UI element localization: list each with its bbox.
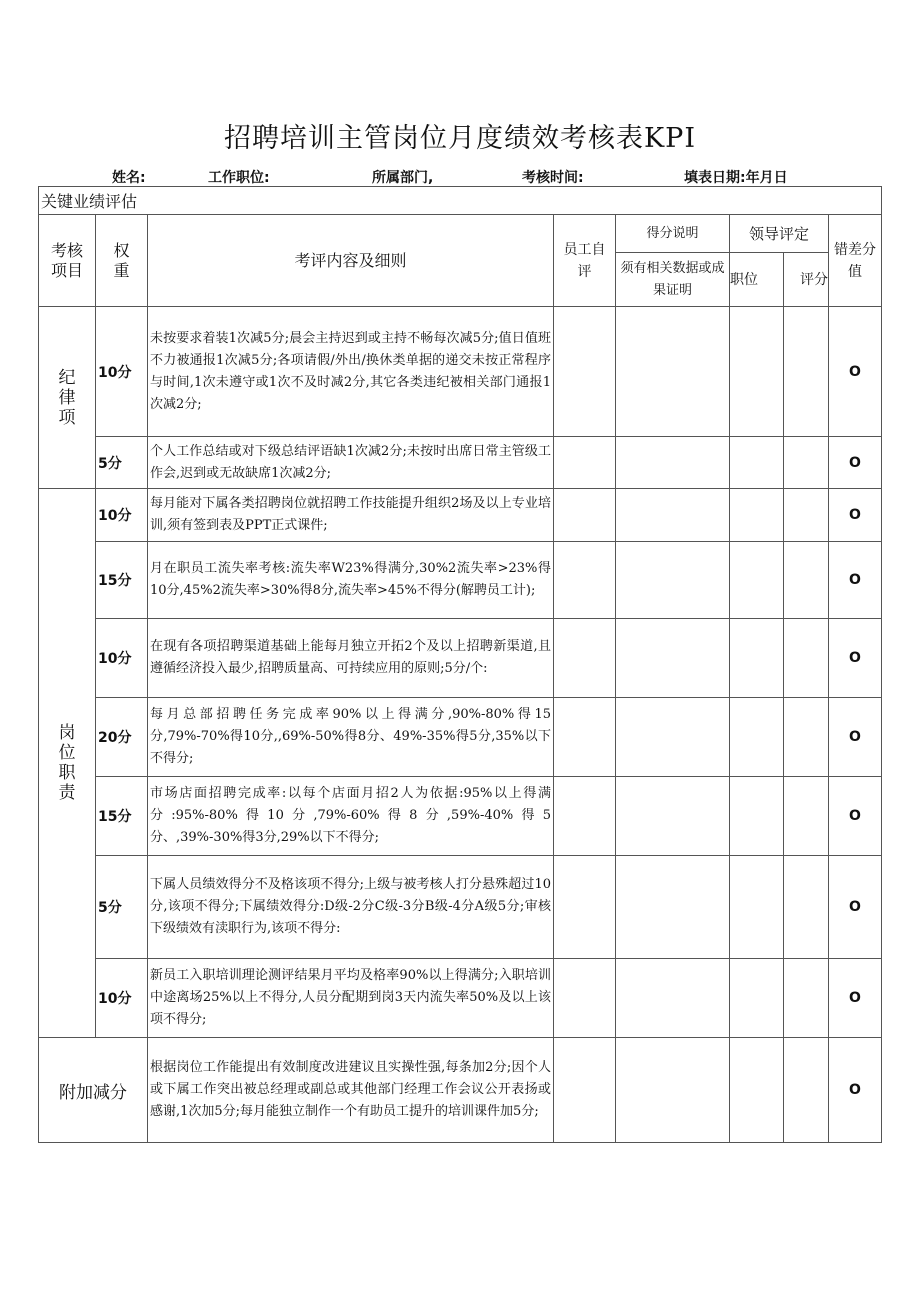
error-value: O [829,856,882,959]
fill-date-label: 填表日期:年月日 [684,170,788,186]
self-eval-cell[interactable] [554,698,616,777]
weight-cell: 5分 [96,856,148,959]
self-eval-cell[interactable] [554,619,616,698]
leader-position-cell[interactable] [730,856,784,959]
self-eval-cell[interactable] [554,307,616,437]
header-content: 考评内容及细则 [148,215,554,307]
error-value: O [829,698,882,777]
score-desc-cell[interactable] [616,619,730,698]
error-value: O [829,1038,882,1143]
content-cell: 市场店面招聘完成率:以每个店面月招2人为依据:95%以上得满分:95%-80%得10分,79%-60%得8分,59%-40%得5分、,39%-30%得3分,29%以下不得分; [148,777,554,856]
leader-score-cell[interactable] [784,959,829,1038]
self-eval-cell[interactable] [554,777,616,856]
weight-cell: 10分 [96,489,148,542]
header-leader: 领导评定 [730,215,829,253]
error-value: O [829,619,882,698]
weight-cell: 10分 [96,307,148,437]
leader-position-cell[interactable] [730,619,784,698]
kpi-table [38,186,882,1143]
header-leader-position: 职位 [730,253,784,307]
leader-score-cell[interactable] [784,542,829,619]
error-value: O [829,542,882,619]
header-self-eval: 员工自评 [554,215,616,307]
leader-score-cell[interactable] [784,437,829,489]
error-value: O [829,959,882,1038]
score-desc-cell[interactable] [616,489,730,542]
leader-score-cell[interactable] [784,489,829,542]
content-cell: 根据岗位工作能提出有效制度改进建议且实操性强,每条加2分;因个人或下属工作突出被总经理或副总或其他部门经理工作会议公开表扬或感谢,1次加5分;每月能独立制作一个有助员工提升的培训课件加5分; [148,1038,554,1143]
weight-cell: 10分 [96,959,148,1038]
self-eval-cell[interactable] [554,489,616,542]
self-eval-cell[interactable] [554,542,616,619]
category-discipline: 纪律项 [39,307,96,489]
content-cell: 个人工作总结或对下级总结评语缺1次减2分;未按时出席日常主管级工作会,迟到或无故缺席1次减2分; [148,437,554,489]
score-desc-cell[interactable] [616,1038,730,1143]
content-cell: 下属人员绩效得分不及格该项不得分;上级与被考核人打分悬殊超过10分,该项不得分;下属绩效得分:D级-2分C级-3分B级-4分A级5分;审核下级绩效有渎职行为,该项不得分: [148,856,554,959]
department-label: 所属部门, [372,170,434,186]
position-label: 工作职位: [208,170,270,186]
content-cell: 未按要求着装1次减5分;晨会主持迟到或主持不畅每次减5分;值日值班不力被通报1次减5分;各项请假/外出/换休类单据的递交未按正常程序与时间,1次未遵守或1次不及时减2分,其它各类违纪被相关部门通报1次减2分; [148,307,554,437]
leader-position-cell[interactable] [730,777,784,856]
score-desc-cell[interactable] [616,777,730,856]
category-duties: 岗位职责 [39,489,96,1038]
weight-cell: 5分 [96,437,148,489]
leader-position-cell[interactable] [730,437,784,489]
leader-score-cell[interactable] [784,307,829,437]
score-desc-cell[interactable] [616,307,730,437]
content-cell: 月在职员工流失率考核:流失率W23%得满分,30%2流失率>23%得10分,45%2流失率>30%得8分,流失率>45%不得分(解聘员工计); [148,542,554,619]
weight-cell: 15分 [96,542,148,619]
name-label: 姓名: [112,170,146,186]
leader-position-cell[interactable] [730,1038,784,1143]
score-desc-cell[interactable] [616,856,730,959]
error-value: O [829,489,882,542]
self-eval-cell[interactable] [554,959,616,1038]
score-desc-cell[interactable] [616,959,730,1038]
error-value: O [829,307,882,437]
leader-position-cell[interactable] [730,542,784,619]
header-error: 错差分值 [829,215,882,307]
leader-position-cell[interactable] [730,489,784,542]
content-cell: 每月能对下属各类招聘岗位就招聘工作技能提升组织2场及以上专业培训,须有签到表及PPT正式课件; [148,489,554,542]
leader-score-cell[interactable] [784,1038,829,1143]
leader-score-cell[interactable] [784,777,829,856]
header-weight: 权重 [96,215,148,307]
category-bonus: 附加减分 [39,1038,148,1143]
score-desc-cell[interactable] [616,698,730,777]
leader-score-cell[interactable] [784,619,829,698]
error-value: O [829,437,882,489]
leader-position-cell[interactable] [730,698,784,777]
weight-cell: 10分 [96,619,148,698]
leader-position-cell[interactable] [730,307,784,437]
self-eval-cell[interactable] [554,437,616,489]
weight-cell: 15分 [96,777,148,856]
score-desc-cell[interactable] [616,542,730,619]
content-cell: 在现有各项招聘渠道基础上能每月独立开拓2个及以上招聘新渠道,且遵循经济投入最少,招聘质量高、可持续应用的原则;5分/个: [148,619,554,698]
header-item: 考核项目 [39,215,96,307]
content-cell: 每月总部招聘任务完成率90%以上得满分,90%-80%得15分,79%-70%得10分,,69%-50%得8分、49%-35%得5分,35%以下不得分; [148,698,554,777]
leader-position-cell[interactable] [730,959,784,1038]
leader-score-cell[interactable] [784,856,829,959]
header-leader-score: 评分 [784,253,829,307]
error-value: O [829,777,882,856]
self-eval-cell[interactable] [554,856,616,959]
header-score-desc-sub: 须有相关数据或成果证明 [616,253,730,307]
content-cell: 新员工入职培训理论测评结果月平均及格率90%以上得满分;入职培训中途离场25%以上不得分,人员分配期到岗3天内流失率50%及以上该项不得分; [148,959,554,1038]
score-desc-cell[interactable] [616,437,730,489]
leader-score-cell[interactable] [784,698,829,777]
weight-cell: 20分 [96,698,148,777]
self-eval-cell[interactable] [554,1038,616,1143]
header-score-desc: 得分说明 [616,215,730,253]
period-label: 考核时间: [522,170,584,186]
section-title: 关键业绩评估 [39,187,882,215]
page-title: 招聘培训主管岗位月度绩效考核表KPI [223,123,696,154]
